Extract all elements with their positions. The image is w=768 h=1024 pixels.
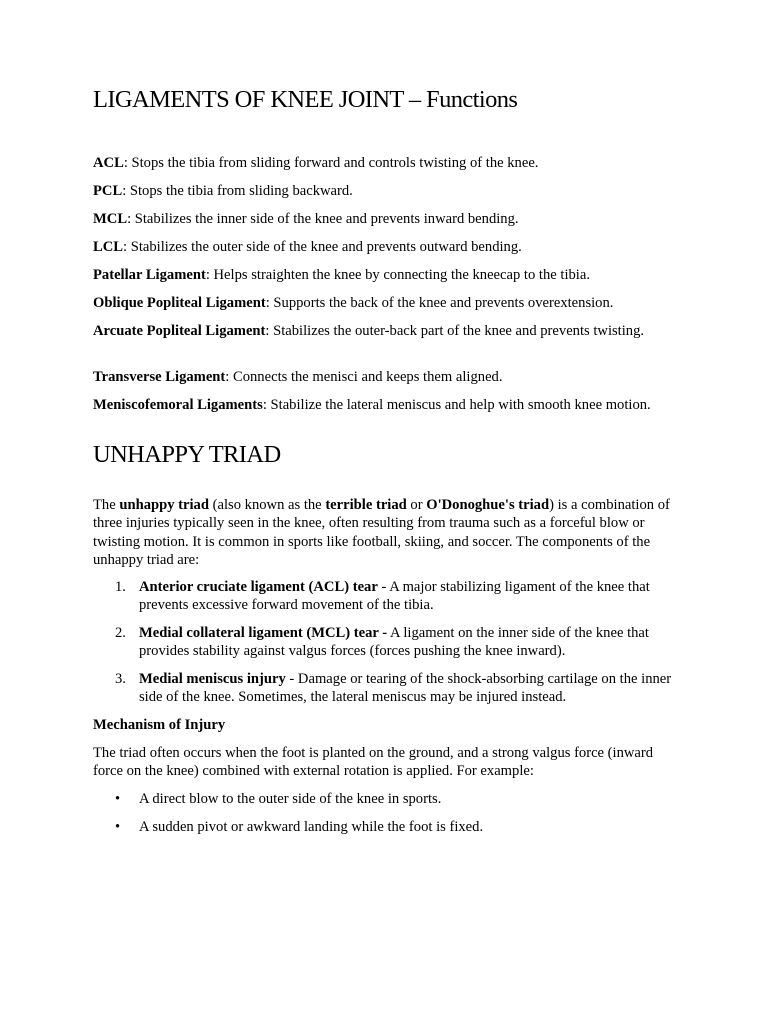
ligament-lcl <box>93 238 678 256</box>
list-number: 2. <box>115 624 126 641</box>
ligament-function: : Supports the back of the knee and prevents overextension. <box>265 295 614 311</box>
ligament-name: ACL <box>93 155 124 171</box>
list-item <box>93 790 678 808</box>
mechanism-heading: Mechanism of Injury <box>93 717 226 733</box>
ligament-mcl <box>93 210 678 228</box>
list-item <box>93 670 678 707</box>
ligament-name: Oblique Popliteal Ligament <box>93 295 266 311</box>
ligament-oblique-popliteal <box>93 294 678 312</box>
list-number: 1. <box>115 579 126 595</box>
section-heading-unhappy-triad: UNHAPPY TRIAD <box>93 441 281 468</box>
ligament-transverse <box>93 368 678 386</box>
example-text: A direct blow to the outer side of the knee in sports. <box>139 791 442 807</box>
ligament-function: : Connects the menisci and keeps them aligned. <box>225 369 503 385</box>
bullet-icon: • <box>115 819 121 836</box>
intro-term: terrible triad <box>325 497 407 513</box>
intro-text: ) is a combination of three injuries typically seen in the knee, often resulting from trauma such as a forceful blow or twisting motion. It is common in sports like football, skiing, and soccer. The components of the unhappy triad are: <box>93 497 670 569</box>
example-text: A sudden pivot or awkward landing while the foot is fixed. <box>139 819 484 836</box>
ligament-function: : Stabilizes the inner side of the knee and prevents inward bending. <box>127 211 519 227</box>
list-item <box>93 578 678 615</box>
ligament-name: Patellar Ligament <box>93 267 206 283</box>
ligament-function: : Stabilizes the outer side of the knee and prevents outward bending. <box>123 239 522 255</box>
ligament-function: : Stabilizes the outer-back part of the knee and prevents twisting. <box>265 323 645 339</box>
ligament-name: Transverse Ligament <box>93 369 226 385</box>
component-description: A ligament on the inner side of the knee that provides stability against valgus forces (forces pushing the knee inward). <box>139 624 649 660</box>
intro-text: The <box>93 497 120 513</box>
ligament-name: MCL <box>93 211 128 227</box>
ligament-name: Arcuate Popliteal Ligament <box>93 323 266 339</box>
intro-text: (also known as the <box>208 497 326 513</box>
ligament-function: : Stabilize the lateral meniscus and help with smooth knee motion. <box>262 397 651 413</box>
ligament-acl <box>93 154 678 172</box>
mechanism-examples-list <box>93 790 678 847</box>
component-separator: - <box>377 579 390 595</box>
intro-term: O'Donoghue's triad <box>426 497 550 513</box>
ligament-function: : Helps straighten the knee by connecting the kneecap to the tibia. <box>205 267 590 283</box>
ligament-name: LCL <box>93 239 124 255</box>
intro-text: or <box>406 497 427 513</box>
component-name: Medial meniscus injury <box>139 670 286 687</box>
ligament-function: : Stops the tibia from sliding backward. <box>122 183 353 199</box>
list-number: 3. <box>115 670 126 687</box>
component-description: Damage or tearing of the shock-absorbing cartilage on the inner side of the knee. Sometimes, the lateral meniscus may be injured instead. <box>139 670 672 706</box>
ligament-function: : Stops the tibia from sliding forward and controls twisting of the knee. <box>123 155 539 171</box>
triad-components-list <box>93 578 678 715</box>
ligament-name: PCL <box>93 183 123 199</box>
ligament-arcuate-popliteal <box>93 322 678 340</box>
triad-intro-paragraph <box>93 496 678 570</box>
list-item <box>93 624 678 661</box>
list-item <box>93 818 678 836</box>
bullet-icon: • <box>115 791 121 807</box>
component-name: Anterior cruciate ligament (ACL) tear <box>139 579 378 595</box>
intro-term: unhappy triad <box>119 497 209 513</box>
ligament-meniscofemoral <box>93 396 678 414</box>
component-name: Medial collateral ligament (MCL) tear - <box>139 624 388 641</box>
component-description: A major stabilizing ligament of the knee that prevents excessive forward movement of the tibia. <box>139 579 650 614</box>
page-title: LIGAMENTS OF KNEE JOINT – Functions <box>93 86 518 113</box>
component-separator: - <box>285 670 298 687</box>
ligament-patellar <box>93 266 678 284</box>
ligament-pcl <box>93 182 678 200</box>
mechanism-paragraph: The triad often occurs when the foot is planted on the ground, and a strong valgus force (inward force on the knee) combined with external rotation is applied. For example: <box>93 745 654 780</box>
ligament-name: Meniscofemoral Ligaments <box>93 397 263 413</box>
